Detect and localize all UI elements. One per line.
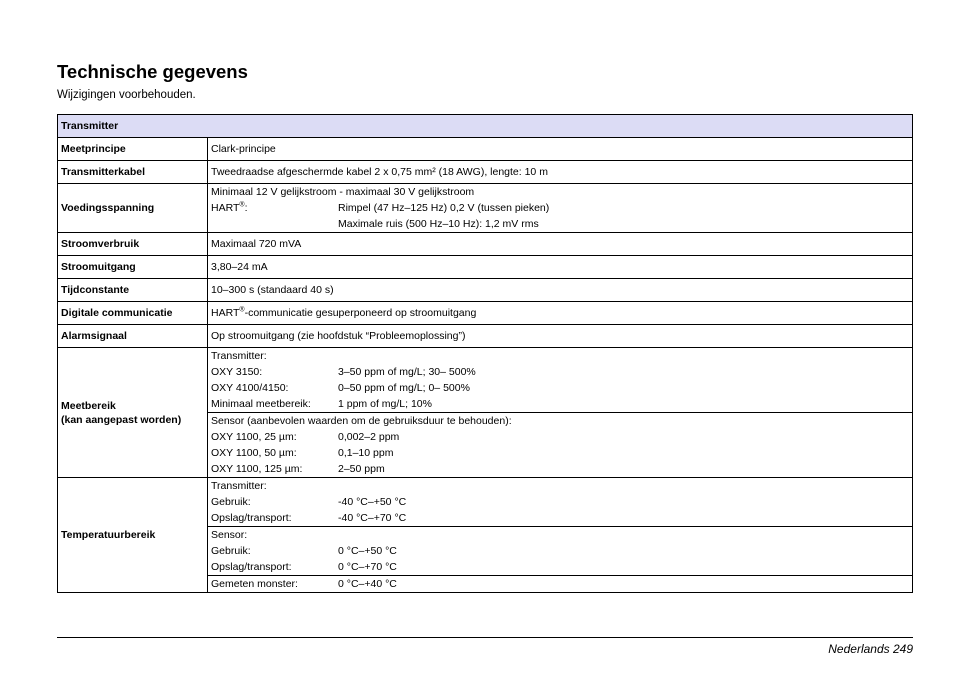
table-row xyxy=(58,184,913,233)
table-row xyxy=(58,279,913,302)
item-key: OXY 1100, 25 µm: xyxy=(211,431,297,443)
row-label: Stroomuitgang xyxy=(58,256,208,279)
item-key: Opslag/transport: xyxy=(211,561,292,573)
item-key: Gebruik: xyxy=(211,496,251,508)
footer-divider xyxy=(57,637,913,638)
hart-text: HART xyxy=(211,202,240,214)
item-key: OXY 1100, 50 µm: xyxy=(211,447,297,459)
ripple-value: Rimpel (47 Hz–125 Hz) 0,2 V (tussen pieken) xyxy=(338,202,550,214)
row-label: Alarmsignaal xyxy=(58,325,208,348)
hart-text: HART xyxy=(211,307,240,319)
meetbereik-label: Meetbereik xyxy=(61,399,116,412)
table-row xyxy=(58,478,913,527)
sensor-head: Sensor: xyxy=(211,529,248,541)
table-row xyxy=(58,348,913,413)
item-value: -40 °C–+70 °C xyxy=(338,512,407,524)
list-item xyxy=(211,445,909,461)
page-subtitle: Wijzigingen voorbehouden. xyxy=(57,89,196,101)
row-label: Transmitterkabel xyxy=(58,161,208,184)
table-row xyxy=(58,302,913,325)
noise-value: Maximale ruis (500 Hz–10 Hz): 1,2 mV rms xyxy=(338,218,539,230)
transmitter-head: Transmitter: xyxy=(211,480,267,492)
hart-label xyxy=(211,201,338,215)
row-label: Tijdconstante xyxy=(58,279,208,302)
item-key: OXY 3150: xyxy=(211,366,263,378)
hart-colon: : xyxy=(244,202,248,214)
item-key: Gemeten monster: xyxy=(211,578,298,590)
item-value: 0–50 ppm of mg/L; 0– 500% xyxy=(338,382,470,394)
row-label xyxy=(58,348,208,478)
registered-mark: ® xyxy=(239,306,245,314)
list-item xyxy=(211,380,909,396)
spec-table xyxy=(57,114,913,593)
section-row xyxy=(58,115,913,138)
row-value: 3,80–24 mA xyxy=(208,256,913,279)
list-item xyxy=(211,429,909,445)
table-row xyxy=(58,256,913,279)
row-value xyxy=(208,302,913,325)
page-title: Technische gegevens xyxy=(57,61,248,82)
item-key: Opslag/transport: xyxy=(211,512,292,524)
row-value xyxy=(208,576,913,593)
table-row xyxy=(58,138,913,161)
voeding-line-1: Minimaal 12 V gelijkstroom - maximaal 30 V gelijkstroom xyxy=(211,186,475,198)
list-item xyxy=(211,396,909,412)
list-item xyxy=(211,576,909,592)
voeding-line-3 xyxy=(211,216,909,232)
meetbereik-sublabel: (kan aangepast worden) xyxy=(61,413,182,426)
item-key: OXY 4100/4150: xyxy=(211,382,289,394)
row-value: 10–300 s (standaard 40 s) xyxy=(208,279,913,302)
table-row xyxy=(58,325,913,348)
row-label: Temperatuurbereik xyxy=(58,478,208,593)
row-value: Maximaal 720 mVA xyxy=(208,233,913,256)
row-value xyxy=(208,184,913,233)
transmitter-head: Transmitter: xyxy=(211,350,267,362)
item-value: 0 °C–+70 °C xyxy=(338,561,397,573)
item-value: 0 °C–+40 °C xyxy=(338,578,397,590)
table-row xyxy=(58,161,913,184)
item-value: 3–50 ppm of mg/L; 30– 500% xyxy=(338,366,476,378)
item-value: 0,1–10 ppm xyxy=(338,447,394,459)
item-value: 0,002–2 ppm xyxy=(338,431,400,443)
section-header: Transmitter xyxy=(58,115,913,138)
row-value: Op stroomuitgang (zie hoofdstuk “Probleemoplossing”) xyxy=(208,325,913,348)
list-item xyxy=(211,494,909,510)
list-item xyxy=(211,461,909,477)
registered-mark: ® xyxy=(239,201,245,209)
list-item xyxy=(211,543,909,559)
table-row xyxy=(58,233,913,256)
row-label: Voedingsspanning xyxy=(58,184,208,233)
page-footer: Nederlands 249 xyxy=(828,642,913,656)
voeding-line-2 xyxy=(211,200,909,216)
list-item xyxy=(211,559,909,575)
row-value xyxy=(208,527,913,576)
item-key: OXY 1100, 125 µm: xyxy=(211,463,303,475)
sensor-head: Sensor (aanbevolen waarden om de gebruiksduur te behouden): xyxy=(211,415,512,427)
item-value: -40 °C–+50 °C xyxy=(338,496,407,508)
list-item xyxy=(211,364,909,380)
item-value: 0 °C–+50 °C xyxy=(338,545,397,557)
row-label: Stroomverbruik xyxy=(58,233,208,256)
row-value: Tweedraadse afgeschermde kabel 2 x 0,75 mm² (18 AWG), lengte: 10 m xyxy=(208,161,913,184)
row-value: Clark-principe xyxy=(208,138,913,161)
list-item xyxy=(211,510,909,526)
row-label: Meetprincipe xyxy=(58,138,208,161)
item-key: Minimaal meetbereik: xyxy=(211,398,311,410)
communication-text: -communicatie gesuperponeerd op stroomuitgang xyxy=(244,307,477,319)
item-value: 1 ppm of mg/L; 10% xyxy=(338,398,432,410)
row-label: Digitale communicatie xyxy=(58,302,208,325)
item-value: 2–50 ppm xyxy=(338,463,385,475)
row-value xyxy=(208,413,913,478)
item-key: Gebruik: xyxy=(211,545,251,557)
row-value xyxy=(208,348,913,413)
row-value xyxy=(208,478,913,527)
